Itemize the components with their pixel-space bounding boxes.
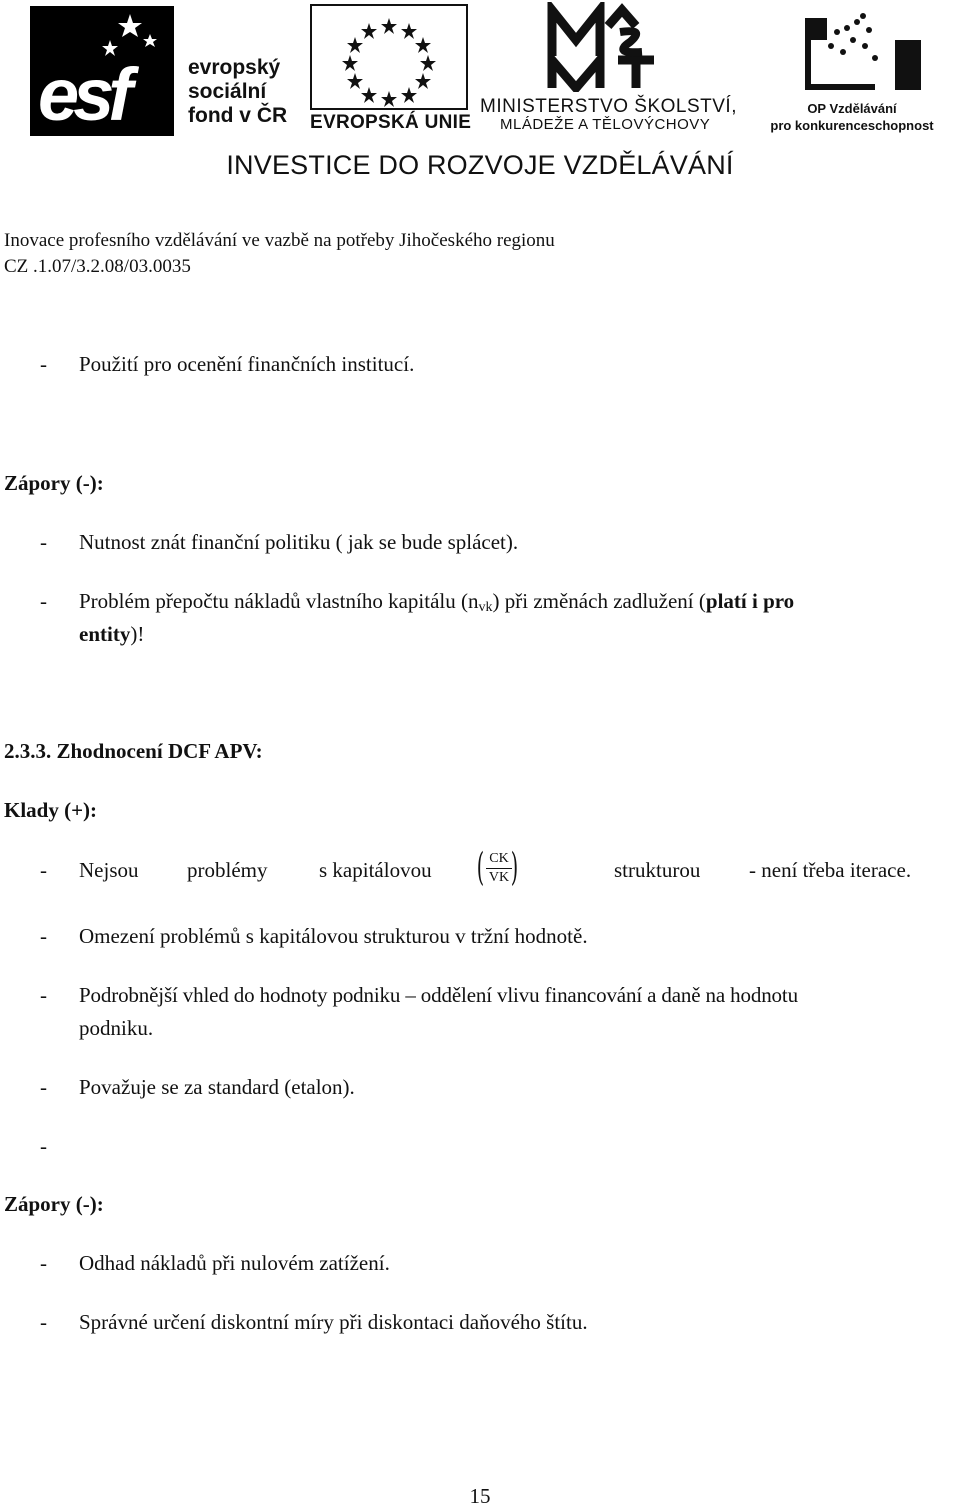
page-number: 15	[469, 1484, 491, 1508]
bold-segment: platí i pro	[705, 589, 795, 613]
item-text: Odhad nákladů při nulovém zatížení.	[79, 1251, 390, 1275]
esf-logo-text	[188, 56, 287, 128]
bullet-dash: -	[40, 1075, 47, 1099]
op-text-line: OP Vzdělávání	[807, 101, 897, 116]
section-heading: 2.3.3. Zhodnocení DCF APV:	[4, 739, 263, 763]
op-text	[762, 100, 942, 134]
op-years: 2007-13	[921, 35, 932, 72]
item-text: Správné určení diskontní míry při diskontaci daňového štítu.	[79, 1310, 588, 1334]
project-header	[4, 228, 555, 280]
bullet-dash: -	[40, 352, 47, 376]
bullet-dash: -	[40, 858, 47, 882]
cons-heading: Zápory (-):	[4, 471, 104, 495]
esf-text-line: sociální	[188, 80, 267, 103]
item-text	[79, 619, 144, 649]
esf-text-line: fond v ČR	[188, 104, 288, 127]
esf-logo-word: esf	[38, 53, 127, 136]
project-code: CZ .1.07/3.2.08/03.0035	[4, 256, 191, 277]
bullet-dash: -	[40, 1310, 47, 1334]
eu-text: EVROPSKÁ UNIE	[310, 112, 472, 133]
item-text: podniku.	[79, 1016, 154, 1040]
bullet-dash: -	[40, 1134, 47, 1158]
bullet-dash: -	[40, 530, 47, 554]
msmt-logo	[480, 2, 748, 133]
item-text: Omezení problémů s kapitálovou strukturou v tržní hodnotě.	[79, 924, 588, 948]
item-text: Použití pro ocenění finančních institucí.	[79, 352, 415, 376]
item-word: problémy	[187, 858, 268, 882]
bullet-dash: -	[40, 589, 47, 613]
text-segment: )!	[130, 622, 145, 646]
bullet-dash: -	[40, 1251, 47, 1275]
item-word: s kapitálovou	[319, 858, 432, 882]
pros-heading: Klady (+):	[4, 798, 98, 822]
capital-structure-fraction: ( CK VK )	[476, 845, 519, 889]
fraction-bar	[486, 868, 512, 869]
item-word: - není třeba iterace.	[749, 858, 912, 882]
text-segment: Problém přepočtu nákladů vlastního kapitálu (n	[79, 589, 479, 613]
header-logos	[0, 0, 960, 190]
msmt-mark-icon	[480, 2, 748, 92]
msmt-text-line: MLÁDEŽE A TĚLOVÝCHOVY	[500, 116, 711, 133]
subscript: vk	[478, 600, 493, 615]
eu-flag-icon	[310, 4, 468, 110]
item-text: Podrobnější vhled do hodnoty podniku – oddělení vlivu financování a daně na hodnotu	[79, 983, 798, 1007]
bullet-dash: -	[40, 983, 47, 1007]
op-text-line: pro konkurenceschopnost	[770, 118, 934, 133]
esf-text-line: evropský	[188, 56, 281, 79]
fraction-numerator: CK	[489, 851, 509, 866]
item-text	[79, 586, 794, 623]
item-word: strukturou	[614, 858, 701, 882]
project-title: Inovace profesního vzdělávání ve vazbě na potřeby Jihočeského regionu	[4, 230, 555, 251]
investice-banner: INVESTICE DO ROZVOJE VZDĚLÁVÁNÍ	[226, 150, 734, 180]
eu-stars-icon	[312, 6, 466, 108]
bold-segment: entity	[79, 622, 131, 646]
fraction-denominator: VK	[488, 870, 510, 885]
item-word: Nejsou	[79, 858, 139, 882]
esf-logo	[30, 6, 174, 136]
cons-heading: Zápory (-):	[4, 1192, 104, 1216]
msmt-text-line: MINISTERSTVO ŠKOLSTVÍ,	[480, 96, 737, 117]
item-text: Považuje se za standard (etalon).	[79, 1075, 355, 1099]
item-text: Nutnost znát finanční politiku ( jak se bude splácet).	[79, 530, 519, 554]
bullet-dash: -	[40, 924, 47, 948]
op-mark-icon	[765, 10, 945, 100]
text-segment: ) při změnách zadlužení (	[492, 589, 706, 613]
